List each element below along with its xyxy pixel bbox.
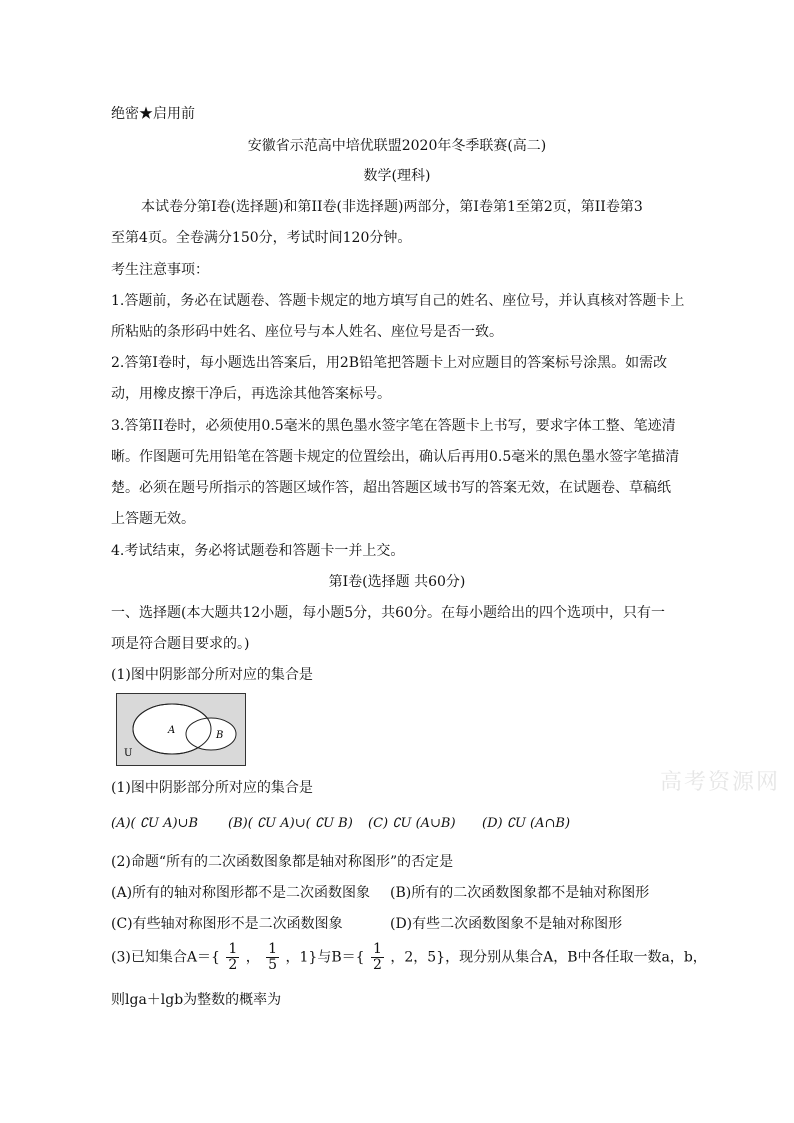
set-b-ellipse bbox=[186, 718, 236, 750]
venn-label-a: A bbox=[168, 725, 176, 736]
q3-stem-line-2: 则lga＋lgb为整数的概率为 bbox=[111, 992, 282, 1008]
venn-diagram bbox=[116, 693, 246, 766]
venn-label-u: U bbox=[124, 748, 133, 759]
section-instruction-2: 项是符合题目要求的。) bbox=[111, 636, 250, 652]
q3-text-3: ，2，5}，现分别从集合A，B中各任取一数a，b， bbox=[390, 949, 707, 966]
q3-text-2: ，1}与B＝{ bbox=[285, 949, 365, 966]
section-title: 第I卷(选择题 共60分) bbox=[328, 574, 466, 590]
q1-option-b: (B)( ∁U A)∪( ∁U B) bbox=[228, 816, 353, 831]
q3-text-1: (3)已知集合A＝{ bbox=[111, 949, 220, 966]
q1-option-c: (C) ∁U (A∪B) bbox=[368, 816, 456, 831]
subject-title: 数学(理科) bbox=[363, 168, 431, 184]
note-2-line-1: 2.答第I卷时，每小题选出答案后，用2B铅笔把答题卡上对应题目的答案标号涂黑。如需改 bbox=[111, 355, 668, 371]
q1-option-d: (D) ∁U (A∩B) bbox=[482, 816, 571, 831]
q1-stem-repeat: (1)图中阴影部分所对应的集合是 bbox=[111, 780, 313, 796]
fraction-numerator: 1 bbox=[228, 941, 238, 957]
watermark: 高考资源网 bbox=[660, 770, 781, 795]
q2-stem: (2)命题“所有的二次函数图象都是轴对称图形”的否定是 bbox=[111, 854, 454, 870]
confidential-label: 绝密★启用前 bbox=[111, 106, 195, 122]
q3-separator: ， bbox=[245, 949, 260, 966]
q2-option-b: (B)所有的二次函数图象都不是轴对称图形 bbox=[390, 885, 650, 901]
intro-line-1: 本试卷分第I卷(选择题)和第II卷(非选择题)两部分，第I卷第1至第2页，第II卷第3 bbox=[141, 199, 643, 215]
note-1-line-1: 1.答题前，务必在试题卷、答题卡规定的地方填写自己的姓名、座位号，并认真核对答题卡上 bbox=[111, 293, 685, 309]
fraction-1-5 bbox=[266, 942, 279, 973]
fraction-numerator: 1 bbox=[268, 941, 278, 957]
note-3-line-2: 晰。作图题可先用铅笔在答题卡规定的位置绘出，确认后再用0.5毫米的黑色墨水签字笔描清 bbox=[111, 449, 680, 465]
note-1-line-2: 所粘贴的条形码中姓名、座位号与本人姓名、座位号是否一致。 bbox=[111, 324, 503, 340]
q2-option-d: (D)有些二次函数图象不是轴对称图形 bbox=[390, 916, 623, 932]
fraction-denominator: 2 bbox=[372, 957, 382, 973]
fraction-denominator: 5 bbox=[268, 957, 278, 973]
q2-option-c: (C)有些轴对称图形不是二次函数图象 bbox=[111, 916, 343, 932]
fraction-denominator: 2 bbox=[228, 957, 238, 973]
q1-option-a: (A)( ∁U A)∪B bbox=[111, 816, 199, 831]
note-4: 4.考试结束，务必将试题卷和答题卡一并上交。 bbox=[111, 543, 405, 559]
fraction-1-2-a bbox=[226, 942, 239, 973]
venn-label-b: B bbox=[216, 730, 224, 741]
section-instruction-1: 一、选择题(本大题共12小题，每小题5分，共60分。在每小题给出的四个选项中，只有一 bbox=[111, 605, 665, 621]
intro-line-2: 至第4页。全卷满分150分，考试时间120分钟。 bbox=[111, 230, 412, 246]
q2-option-a: (A)所有的轴对称图形都不是二次函数图象 bbox=[111, 885, 371, 901]
q3-stem-line-1 bbox=[111, 942, 707, 973]
note-3-line-1: 3.答第II卷时，必须使用0.5毫米的黑色墨水签字笔在答题卡上书写，要求字体工整、笔迹清 bbox=[111, 418, 676, 434]
q1-stem: (1)图中阴影部分所对应的集合是 bbox=[111, 667, 313, 683]
fraction-1-2-b bbox=[371, 942, 384, 973]
note-3-line-4: 上答题无效。 bbox=[111, 511, 195, 527]
note-3-line-3: 楚。必须在题号所指示的答题区域作答，超出答题区域书写的答案无效，在试题卷、草稿纸 bbox=[111, 480, 671, 496]
exam-title: 安徽省示范高中培优联盟2020年冬季联赛(高二) bbox=[247, 138, 547, 154]
notes-heading: 考生注意事项： bbox=[111, 262, 209, 278]
note-2-line-2: 动，用橡皮擦干净后，再选涂其他答案标号。 bbox=[111, 386, 391, 402]
fraction-numerator: 1 bbox=[372, 941, 382, 957]
